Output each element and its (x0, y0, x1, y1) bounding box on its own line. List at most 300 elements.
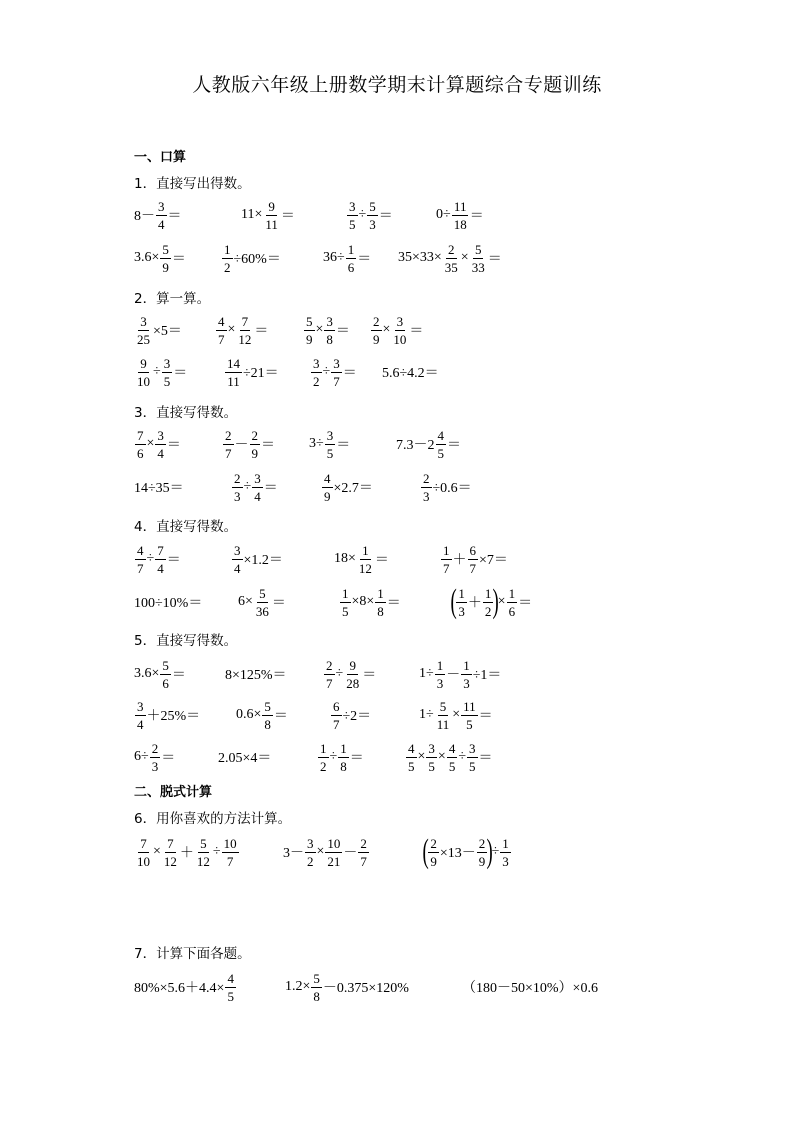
fraction (318, 742, 329, 773)
denominator: 5 (349, 216, 356, 232)
expr-q3-8 (420, 467, 472, 507)
expr-text: × (452, 707, 461, 722)
expr-text: ×1.2＝ (243, 553, 283, 568)
expr-text: ＝ (263, 481, 278, 496)
expr-text: 3÷ (309, 436, 324, 451)
numerator: 3 (157, 427, 164, 443)
denominator: 9 (251, 445, 258, 461)
expr-text: ＝ (357, 252, 372, 267)
expr-q4-8 (452, 580, 532, 624)
expr-text: 100÷10%＝ (134, 596, 203, 611)
numerator: 5 (259, 585, 266, 601)
page-title: 人教版六年级上册数学期末计算题综合专题训练 (192, 74, 602, 96)
question-3-label: 3．直接写得数。 (134, 405, 238, 421)
fraction (468, 544, 479, 575)
denominator: 7 (218, 331, 225, 347)
expr-q2-4 (370, 310, 423, 350)
expr-text: ＝ (166, 438, 181, 453)
expr-q3-5 (134, 467, 184, 507)
section-heading-oral: 一、口算 (134, 150, 187, 165)
denominator: 5 (448, 758, 456, 774)
denominator: 12 (196, 853, 210, 869)
denominator: 8 (313, 988, 320, 1004)
question-5-label: 5．直接写得数。 (134, 633, 238, 649)
fraction (236, 315, 253, 346)
numerator: 3 (137, 698, 144, 714)
numerator: 1 (508, 585, 516, 601)
numerator: 4 (137, 542, 144, 558)
denominator: 7 (226, 853, 234, 869)
fraction (391, 315, 408, 346)
expr-q4-2 (231, 539, 283, 579)
fraction (436, 429, 447, 460)
expr-text: ÷ (212, 844, 221, 859)
fraction (340, 587, 351, 618)
numerator: 2 (225, 427, 232, 443)
denominator: 3 (423, 488, 430, 504)
numerator: 3 (234, 542, 241, 558)
fraction (447, 742, 458, 773)
expr-text: × (315, 322, 324, 337)
expr-text: ＝ (171, 252, 186, 267)
denominator: 11 (227, 373, 240, 389)
fraction (155, 544, 166, 575)
numerator: 10 (327, 835, 341, 851)
denominator: 8 (326, 331, 333, 347)
denominator: 5 (163, 373, 171, 389)
numerator: 3 (163, 355, 171, 371)
denominator: 4 (234, 560, 241, 576)
denominator: 9 (478, 853, 486, 869)
numerator: 3 (254, 470, 261, 486)
expr-text: 3.6× (134, 666, 160, 681)
numerator: 5 (306, 313, 313, 329)
fraction (456, 587, 467, 618)
expr-text: ÷60%＝ (233, 252, 281, 267)
expr-q1-8 (398, 238, 502, 278)
numerator: 4 (227, 970, 234, 986)
numerator: 2 (251, 427, 258, 443)
question-2-label: 2．算一算。 (134, 291, 211, 307)
fraction (311, 972, 322, 1003)
denominator: 2 (307, 853, 314, 869)
fraction (371, 315, 382, 346)
expr-q5-9 (134, 737, 175, 777)
expr-q3-2 (222, 424, 275, 464)
fraction (223, 429, 234, 460)
numerator: 2 (448, 241, 455, 257)
expr-text: ×2.7＝ (333, 481, 373, 496)
numerator: 4 (324, 470, 331, 486)
expr-text: ＝ (254, 324, 269, 339)
numerator: 5 (200, 835, 207, 851)
expr-text: ＝ (362, 668, 377, 683)
question-4-label: 4．直接写得数。 (134, 519, 238, 535)
fraction (421, 472, 432, 503)
fraction (324, 315, 335, 346)
fraction (135, 357, 152, 388)
expr-q2-3 (303, 310, 350, 350)
denominator: 4 (254, 488, 261, 504)
denominator: 3 (463, 675, 470, 691)
expr-text: 14÷35＝ (134, 481, 184, 496)
expr-q3-6 (231, 467, 278, 507)
fraction (428, 837, 439, 868)
expr-text: ＝ (478, 751, 493, 766)
fraction (135, 837, 152, 868)
expr-text: ＝ (271, 596, 286, 611)
expr-text: ÷ (329, 749, 338, 764)
expr-q5-10 (218, 737, 271, 777)
expr-text: ÷0.6＝ (432, 481, 472, 496)
expr-q1-3 (346, 195, 393, 235)
denominator: 12 (238, 331, 252, 347)
numerator: 3 (326, 313, 333, 329)
expr-text: 18× (334, 551, 356, 566)
fraction (467, 742, 478, 773)
section-heading-stepwise: 二、脱式计算 (134, 785, 213, 800)
expr-text: ×7＝ (479, 553, 508, 568)
expr-text: 3.6× (134, 250, 160, 265)
parenthesis: ) (492, 583, 500, 620)
numerator: 3 (333, 355, 340, 371)
expr-text: ＝ (487, 252, 502, 267)
denominator: 3 (502, 853, 509, 869)
fraction (452, 200, 469, 231)
expr-text: ×8× (351, 594, 375, 609)
numerator: 2 (373, 313, 380, 329)
fraction (160, 659, 171, 690)
denominator: 21 (327, 853, 341, 869)
expr-text: ＋ (467, 596, 482, 611)
denominator: 3 (151, 758, 159, 774)
fraction (254, 587, 271, 618)
numerator: 3 (307, 835, 314, 851)
fraction (250, 429, 261, 460)
fraction (325, 837, 342, 868)
fraction (135, 429, 146, 460)
numerator: 5 (474, 241, 482, 257)
expr-q7-1 (134, 965, 237, 1009)
denominator: 7 (137, 560, 144, 576)
fraction (441, 544, 452, 575)
expr-text: ÷ (491, 844, 500, 859)
denominator: 3 (369, 216, 376, 232)
denominator: 8 (340, 758, 347, 774)
expr-text: × (497, 594, 506, 609)
expr-text: 35×33× (398, 250, 442, 265)
fraction (160, 243, 171, 274)
expr-text: × (460, 250, 469, 265)
fraction (232, 544, 243, 575)
fraction (232, 472, 243, 503)
numerator: 3 (349, 198, 356, 214)
numerator: 1 (224, 241, 231, 257)
denominator: 6 (347, 259, 355, 275)
fraction (162, 357, 173, 388)
numerator: 3 (158, 198, 165, 214)
fraction (344, 659, 361, 690)
numerator: 1 (347, 241, 355, 257)
fraction (426, 742, 437, 773)
denominator: 5 (227, 988, 234, 1004)
numerator: 5 (162, 241, 169, 257)
denominator: 6 (162, 675, 169, 691)
denominator: 10 (137, 853, 150, 869)
numerator: 1 (340, 740, 347, 756)
numerator: 1 (436, 657, 444, 673)
expr-text: × (417, 749, 426, 764)
denominator: 5 (469, 758, 476, 774)
expr-text: ＋ (179, 846, 194, 861)
numerator: 1 (502, 835, 509, 851)
expr-q3-7 (321, 467, 373, 507)
fraction (311, 357, 322, 388)
expr-text: ÷21＝ (243, 366, 279, 381)
expr-text: ÷ (243, 479, 252, 494)
denominator: 5 (326, 445, 334, 461)
denominator: 7 (326, 675, 333, 691)
expr-q4-5 (134, 580, 202, 624)
fraction (195, 837, 212, 868)
expr-q4-4 (440, 539, 508, 579)
fraction (435, 659, 446, 690)
expr-q1-2 (241, 195, 295, 235)
expr-text: ＝ (447, 438, 461, 453)
numerator: 1 (342, 585, 349, 601)
expr-q6-2 (283, 830, 370, 874)
question-6-label: 6．用你喜欢的方法计算。 (134, 811, 292, 827)
expr-text: × (437, 749, 446, 764)
expr-q5-6 (236, 695, 288, 735)
fraction (225, 357, 242, 388)
expr-text: ＝ (518, 596, 533, 611)
denominator: 2 (313, 373, 320, 389)
expr-q5-11 (317, 737, 364, 777)
denominator: 7 (443, 560, 450, 576)
denominator: 3 (234, 488, 241, 504)
denominator: 7 (360, 853, 367, 869)
expr-text: 1.2× (285, 979, 311, 994)
denominator: 9 (306, 331, 313, 347)
fraction (331, 357, 342, 388)
expr-text: × (146, 436, 155, 451)
fraction (305, 837, 316, 868)
expr-text: － (446, 668, 461, 683)
fraction (406, 742, 417, 773)
expr-text: － (343, 846, 358, 861)
numerator: 1 (458, 585, 465, 601)
fraction (375, 587, 386, 618)
fraction (346, 243, 357, 274)
numerator: 9 (268, 198, 275, 214)
denominator: 6 (508, 603, 516, 619)
numerator: 5 (162, 657, 169, 673)
expr-q5-2 (225, 654, 287, 694)
expr-q1-6 (221, 238, 281, 278)
fraction (162, 837, 179, 868)
denominator: 7 (333, 716, 340, 732)
numerator: 10 (223, 835, 237, 851)
denominator: 3 (458, 603, 465, 619)
fraction (222, 837, 239, 868)
expr-q5-3 (323, 654, 376, 694)
denominator: 33 (471, 259, 485, 275)
expr-text: ＋ (452, 553, 467, 568)
expr-text: 1÷ (419, 707, 434, 722)
expr-text: ＝ (280, 209, 295, 224)
expr-q7-2 (285, 965, 409, 1009)
numerator: 2 (430, 835, 437, 851)
fraction (262, 700, 273, 731)
denominator: 9 (373, 331, 380, 347)
expr-q6-3 (424, 830, 512, 874)
fraction (500, 837, 511, 868)
numerator: 9 (349, 657, 356, 673)
expr-text: 2.05×4＝ (218, 751, 272, 766)
denominator: 18 (453, 216, 467, 232)
denominator: 2 (320, 758, 327, 774)
denominator: 7 (333, 373, 340, 389)
fraction (325, 429, 336, 460)
numerator: 3 (469, 740, 476, 756)
numerator: 5 (369, 198, 376, 214)
denominator: 12 (163, 853, 177, 869)
expr-q3-3 (309, 424, 350, 464)
expr-q1-4 (436, 195, 484, 235)
numerator: 9 (140, 355, 147, 371)
numerator: 7 (157, 542, 164, 558)
expr-text: 1÷ (419, 666, 434, 681)
question-1-label: 1．直接写出得数。 (134, 176, 251, 192)
expr-text: 6÷ (134, 749, 149, 764)
denominator: 11 (436, 716, 450, 732)
expr-text: 11× (241, 207, 263, 222)
numerator: 7 (167, 835, 174, 851)
denominator: 9 (324, 488, 331, 504)
denominator: 5 (342, 603, 349, 619)
expr-text: ＝ (261, 438, 275, 453)
fraction (135, 544, 146, 575)
expr-text: × (316, 844, 325, 859)
numerator: 1 (362, 542, 369, 558)
fraction (443, 243, 460, 274)
expr-text: ＝ (173, 366, 188, 381)
numerator: 11 (453, 198, 467, 214)
denominator: 35 (444, 259, 458, 275)
expr-text: × (227, 322, 236, 337)
fraction (461, 659, 472, 690)
denominator: 5 (428, 758, 435, 774)
expr-text: 36÷ (323, 250, 345, 265)
expr-text: ＝ (409, 324, 424, 339)
expr-text: ×5＝ (153, 324, 182, 339)
expr-q1-7 (323, 238, 371, 278)
expr-text: ÷ (146, 551, 155, 566)
numerator: 3 (140, 313, 147, 329)
fraction (435, 700, 452, 731)
denominator: 36 (255, 603, 269, 619)
fraction (367, 200, 378, 231)
numerator: 3 (326, 427, 334, 443)
numerator: 5 (439, 698, 447, 714)
expr-text: ＝ (273, 709, 288, 724)
numerator: 2 (151, 740, 159, 756)
question-7-label: 7．计算下面各题。 (134, 946, 251, 962)
expr-text: ÷ (322, 364, 331, 379)
expr-text: ＝ (161, 751, 176, 766)
expr-text: 7.3－2 (396, 438, 435, 453)
numerator: 2 (326, 657, 333, 673)
fraction (225, 972, 236, 1003)
numerator: 7 (137, 427, 144, 443)
fraction (135, 700, 146, 731)
expr-text: 6× (238, 594, 253, 609)
fraction (461, 700, 478, 731)
fraction (347, 200, 358, 231)
expr-q4-1 (134, 539, 181, 579)
expr-text: －0.375×120% (322, 981, 409, 996)
denominator: 2 (224, 259, 231, 275)
fraction (150, 742, 161, 773)
expr-text: 80%×5.6＋4.4× (134, 981, 225, 996)
fraction (470, 243, 487, 274)
expr-q2-6 (224, 352, 279, 392)
fraction (155, 429, 166, 460)
numerator: 3 (396, 313, 404, 329)
fraction (507, 587, 518, 618)
numerator: 1 (377, 585, 384, 601)
expr-text: 0.6× (236, 707, 262, 722)
denominator: 8 (264, 716, 271, 732)
denominator: 4 (137, 716, 144, 732)
expr-q3-1 (134, 424, 181, 464)
numerator: 2 (423, 470, 430, 486)
expr-text: 8－ (134, 209, 155, 224)
numerator: 1 (320, 740, 327, 756)
expr-text: ÷ (153, 364, 161, 379)
expr-text: ×13－ (439, 846, 476, 861)
denominator: 3 (436, 675, 444, 691)
expr-q1-5 (134, 238, 186, 278)
fraction (358, 837, 369, 868)
denominator: 9 (430, 853, 437, 869)
denominator: 7 (469, 560, 476, 576)
denominator: 25 (137, 331, 150, 347)
expr-text: ＝ (335, 324, 350, 339)
expr-text: ÷ (358, 207, 367, 222)
numerator: 1 (443, 542, 450, 558)
numerator: 2 (360, 835, 367, 851)
denominator: 8 (377, 603, 384, 619)
denominator: 28 (346, 675, 360, 691)
expr-q5-1 (134, 654, 186, 694)
numerator: 6 (469, 542, 476, 558)
numerator: 6 (333, 698, 340, 714)
denominator: 11 (265, 216, 278, 232)
denominator: 5 (466, 716, 473, 732)
expr-q4-7 (339, 580, 401, 624)
parenthesis: ( (422, 833, 429, 870)
expr-text: 3－ (283, 846, 304, 861)
denominator: 5 (437, 445, 444, 461)
fraction (357, 544, 374, 575)
expr-q2-5 (134, 352, 187, 392)
fraction (263, 200, 280, 231)
expr-text: ＝ (342, 366, 357, 381)
fraction (304, 315, 315, 346)
fraction (322, 472, 333, 503)
